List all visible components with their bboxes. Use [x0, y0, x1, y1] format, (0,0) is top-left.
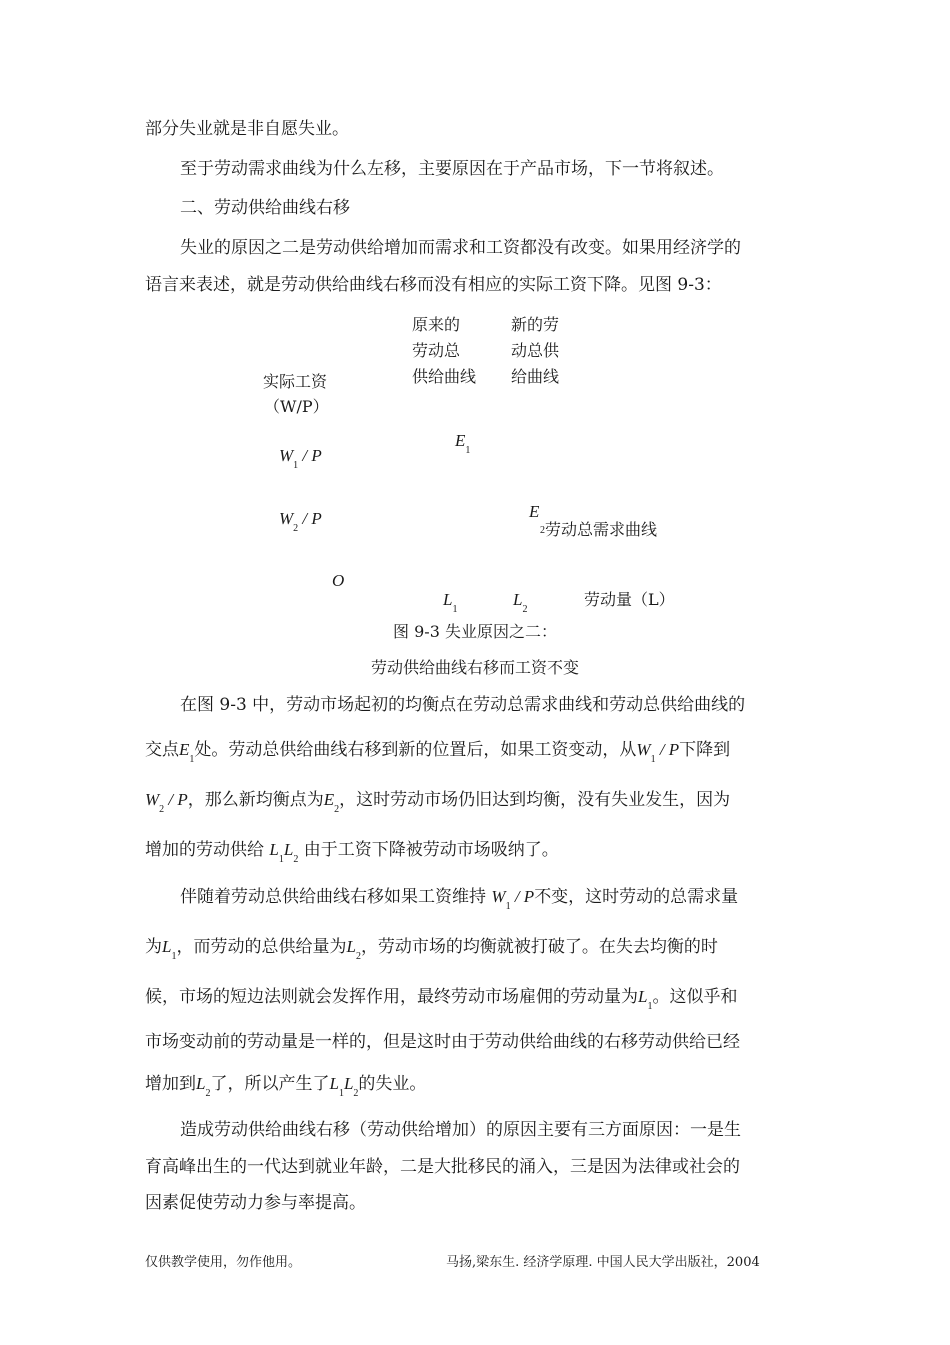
y-axis-unit: （W/P）	[264, 397, 329, 416]
demand-curve-label: $^2$劳动总需求曲线	[540, 520, 658, 539]
wage-w2-label: $W_2$ / P	[279, 509, 322, 534]
paragraph-line: 育高峰出生的一代达到就业年龄，二是大批移民的涌入，三是因为法律或社会的	[145, 1157, 740, 1177]
orig-supply-label-3: 供给曲线	[412, 367, 477, 386]
paragraph-line: 为$L_1$，而劳动的总供给量为$L_2$，劳动市场的均衡就被打破了。在失去均衡的时	[145, 937, 718, 962]
section-heading: 二、劳动供给曲线右移	[180, 198, 350, 218]
wage-w1-label: $W_1$ / P	[279, 446, 322, 471]
point-e2: E	[529, 502, 540, 521]
orig-supply-label-2: 劳动总	[412, 341, 461, 360]
quantity-l1-label: $L_1$	[443, 590, 458, 615]
origin-label: O	[332, 571, 345, 590]
new-supply-label-2: 动总供	[511, 341, 560, 360]
paragraph-line: 部分失业就是非自愿失业。	[145, 119, 349, 139]
quantity-l2-label: $L_2$	[513, 590, 528, 615]
paragraph-line: $W_2$ / P，那么新均衡点为$E_2$，这时劳动市场仍旧达到均衡，没有失业发生，因为	[145, 790, 731, 815]
x-axis-label: 劳动量（L）	[584, 590, 675, 609]
footer-left: 仅供教学使用，勿作他用。	[145, 1255, 302, 1270]
paragraph-line: 市场变动前的劳动量是一样的，但是这时由于劳动供给曲线的右移劳动供给已经	[145, 1032, 740, 1052]
paragraph-line: 交点$E_1$处。劳动总供给曲线右移到新的位置后，如果工资变动，从$W_1$ / P下降到	[145, 740, 731, 765]
y-axis-label: 实际工资	[263, 372, 328, 391]
paragraph-line: 语言来表述，就是劳动供给曲线右移而没有相应的实际工资下降。见图 9-3：	[145, 275, 722, 295]
footer-right: 马扬,梁东生. 经济学原理. 中国人民大学出版社，2004	[446, 1255, 760, 1270]
paragraph-line: 因素促使劳动力参与率提高。	[145, 1193, 366, 1213]
figure-caption-1: 图 9-3 失业原因之二：	[393, 622, 557, 641]
paragraph-line: 候，市场的短边法则就会发挥作用，最终劳动市场雇佣的劳动量为$L_1$。这似乎和	[145, 987, 738, 1012]
orig-supply-label-1: 原来的	[412, 315, 461, 334]
new-supply-label-1: 新的劳	[511, 315, 560, 334]
figure-caption-2: 劳动供给曲线右移而工资不变	[370, 658, 579, 677]
new-supply-label-3: 给曲线	[511, 367, 560, 386]
paragraph-line: 至于劳动需求曲线为什么左移，主要原因在于产品市场，下一节将叙述。	[180, 159, 724, 179]
paragraph-line: 增加的劳动供给 $L_1L_2$ 由于工资下降被劳动市场吸纳了。	[145, 840, 559, 865]
paragraph-line: 在图 9-3 中，劳动市场起初的均衡点在劳动总需求曲线和劳动总供给曲线的	[180, 695, 746, 715]
paragraph-line: 造成劳动供给曲线右移（劳动供给增加）的原因主要有三方面原因：一是生	[180, 1120, 741, 1140]
paragraph-line: 伴随着劳动总供给曲线右移如果工资维持 $W_1$ / P不变，这时劳动的总需求量	[180, 887, 739, 912]
paragraph-line: 失业的原因之二是劳动供给增加而需求和工资都没有改变。如果用经济学的	[180, 238, 741, 258]
point-e1: $E_1$	[455, 431, 471, 456]
paragraph-line: 增加到$L_2$了，所以产生了$L_1L_2$的失业。	[145, 1074, 427, 1099]
